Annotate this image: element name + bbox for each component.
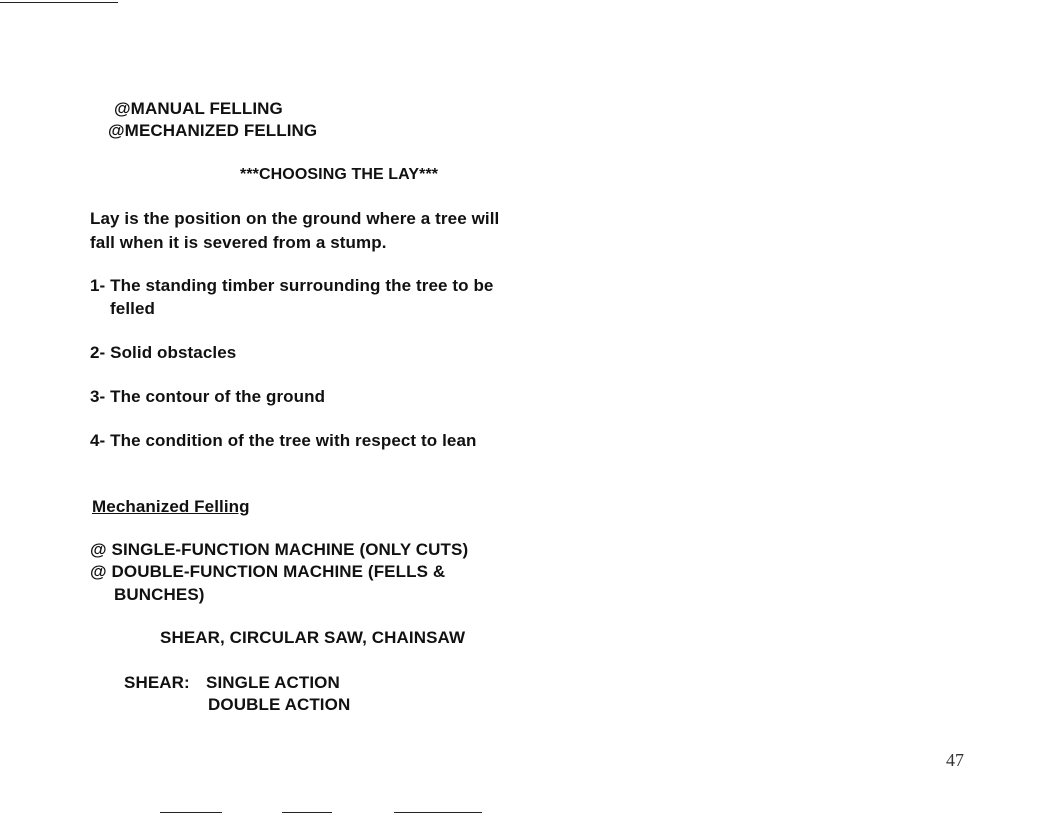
mechanized-item-single-function: @ SINGLE-FUNCTION MACHINE (ONLY CUTS) <box>90 540 469 559</box>
section-heading-choosing-lay: ***CHOOSING THE LAY*** <box>240 166 439 183</box>
shear-action-single: SINGLE ACTION <box>206 673 340 692</box>
mechanized-felling-heading: Mechanized Felling <box>92 497 250 516</box>
mechanized-item-double-function-cont: BUNCHES) <box>114 585 205 604</box>
factor-3: 3- The contour of the ground <box>90 387 326 406</box>
page-number: 47 <box>946 750 964 770</box>
mechanized-item-double-function: @ DOUBLE-FUNCTION MACHINE (FELLS & <box>90 562 446 581</box>
shear-label: SHEAR: <box>124 673 190 692</box>
list-item-mechanized-felling: @MECHANIZED FELLING <box>108 121 318 140</box>
definition-line-1: Lay is the position on the ground where a tree will <box>90 209 500 228</box>
shear-action-double: DOUBLE ACTION <box>208 695 351 714</box>
scan-artifact-bottom-1 <box>160 812 222 813</box>
scan-artifact-top <box>0 2 118 3</box>
scan-artifact-bottom-3 <box>394 812 482 813</box>
factor-1-line-1: 1- The standing timber surrounding the tree to be <box>90 276 494 295</box>
factor-1-line-2: felled <box>110 299 156 318</box>
scan-artifact-bottom-2 <box>282 812 332 813</box>
felling-tools-list: SHEAR, CIRCULAR SAW, CHAINSAW <box>160 628 466 647</box>
factor-2: 2- Solid obstacles <box>90 343 237 362</box>
definition-line-2: fall when it is severed from a stump. <box>90 233 387 252</box>
list-item-manual-felling: @MANUAL FELLING <box>114 99 283 118</box>
factor-4: 4- The condition of the tree with respect to lean <box>90 431 477 450</box>
